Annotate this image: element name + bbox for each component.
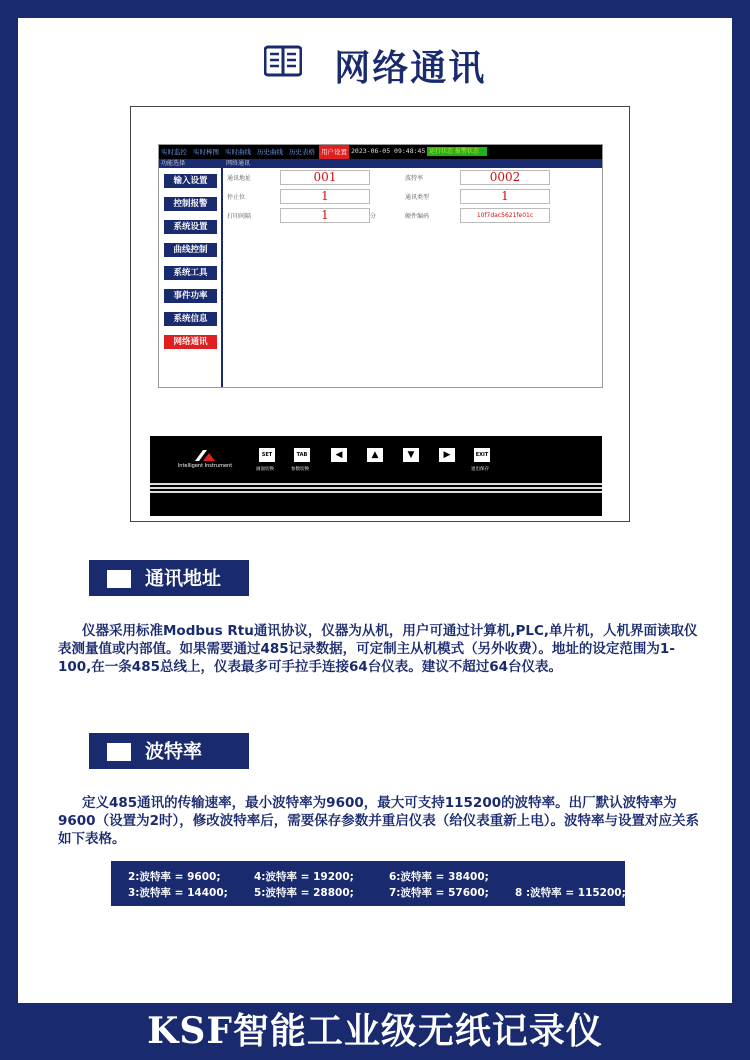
- logo-mark-icon: [195, 450, 215, 461]
- menu-network-comm[interactable]: 网络通讯: [164, 335, 217, 349]
- main-panel-header: 网络通讯: [223, 159, 603, 168]
- set-button-caption: 画面切换: [256, 467, 274, 472]
- baud-cell: 4:波特率 = 19200;: [254, 871, 354, 883]
- print-interval-label: 打印间隔: [227, 213, 252, 220]
- print-interval-unit: 分: [370, 213, 377, 220]
- up-arrow-button[interactable]: ▲: [367, 448, 383, 462]
- tab-button-caption: 参数切换: [291, 467, 309, 472]
- keypad-stripe: [150, 487, 602, 489]
- hw-code-label: 硬件编码: [405, 213, 430, 220]
- footer-title: KSF智能工业级无纸记录仪: [147, 1010, 603, 1052]
- baud-rate-table: [111, 861, 625, 906]
- print-interval-field[interactable]: 1: [280, 208, 370, 223]
- baud-cell: 5:波特率 = 28800;: [254, 887, 354, 899]
- menu-control-alarm[interactable]: 控制报警: [164, 197, 217, 211]
- screen-clock: 2023-06-05 09:48:45: [351, 147, 426, 155]
- baud-label: 波特率: [405, 175, 424, 182]
- tab-realtime-bar[interactable]: 实时棒图: [193, 148, 219, 156]
- baud-cell: 7:波特率 = 57600;: [389, 887, 489, 899]
- address-paragraph: 仪器采用标准Modbus Rtu通讯协议，仪器为从机，用户可通过计算机,PLC,单片机，人机界面读取仪表测量值或内部值。如果需要通过485记录数据，可定制主从机模式（另外收费）。地址的设定范围为1-100,在一条485总线上，仪表最多可手拉手连接64台仪表。建议不超过64台仪表。: [58, 623, 698, 675]
- set-button[interactable]: SET: [259, 448, 275, 462]
- tab-history-curve[interactable]: 历史曲线: [257, 148, 283, 156]
- section-heading-baud: 波特率: [89, 733, 249, 769]
- menu-event-power[interactable]: 事件功率: [164, 289, 217, 303]
- baud-cell: 2:波特率 = 9600;: [128, 871, 221, 883]
- page-header: [18, 40, 732, 91]
- menu-input-settings[interactable]: 输入设置: [164, 174, 217, 188]
- brand-logo: [172, 450, 238, 469]
- hw-code-field: 10f7dac5621fe01c: [460, 208, 550, 223]
- section-heading-address: 通讯地址: [89, 560, 249, 596]
- device-photo: [130, 106, 630, 522]
- tab-realtime-monitor[interactable]: 实时监控: [161, 148, 187, 156]
- tab-button[interactable]: TAB: [294, 448, 310, 462]
- function-menu: [159, 168, 223, 387]
- menu-system-info[interactable]: 系统信息: [164, 312, 217, 326]
- comm-type-label: 通讯类型: [405, 194, 430, 201]
- screen-tab-bar: [159, 145, 602, 159]
- page-title: 网络通讯: [334, 48, 487, 89]
- tab-user-settings[interactable]: 用户设置: [319, 145, 349, 159]
- side-panel-header: 功能选择: [159, 159, 223, 168]
- device-keypad: [150, 436, 602, 516]
- menu-curve-control[interactable]: 曲线控制: [164, 243, 217, 257]
- down-arrow-button[interactable]: ▼: [403, 448, 419, 462]
- baud-field[interactable]: 0002: [460, 170, 550, 185]
- page-sheet: [18, 18, 732, 1003]
- addr-label: 通讯地址: [227, 175, 252, 182]
- keypad-stripe: [150, 483, 602, 485]
- menu-system-settings[interactable]: 系统设置: [164, 220, 217, 234]
- comm-type-field[interactable]: 1: [460, 189, 550, 204]
- status-badge: 运行状态 报警状态: [427, 147, 487, 156]
- device-screen: [158, 144, 603, 388]
- stop-bit-label: 停止位: [227, 194, 246, 201]
- right-arrow-button[interactable]: ▶: [439, 448, 455, 462]
- stop-bit-field[interactable]: 1: [280, 189, 370, 204]
- exit-button[interactable]: EXIT: [474, 448, 490, 462]
- keypad-stripe: [150, 491, 602, 493]
- left-arrow-button[interactable]: ◀: [331, 448, 347, 462]
- addr-field[interactable]: 001: [280, 170, 370, 185]
- logo-text: Intelligent Instrument: [177, 463, 233, 469]
- baud-paragraph: 定义485通讯的传输速率，最小波特率为9600，最大可支持115200的波特率。出厂默认波特率为9600（设置为2时），修改波特率后，需要保存参数并重启仪表（给仪表重新上电）。波特率与设置对应关系如下表格。: [58, 795, 699, 847]
- menu-system-tools[interactable]: 系统工具: [164, 266, 217, 280]
- exit-button-caption: 退出保存: [471, 467, 489, 472]
- baud-cell: 6:波特率 = 38400;: [389, 871, 489, 883]
- book-icon: [264, 44, 302, 87]
- baud-cell: 8 :波特率 = 115200;: [515, 887, 626, 899]
- tab-realtime-curve[interactable]: 实时曲线: [225, 148, 251, 156]
- square-icon: [107, 570, 131, 588]
- square-icon: [107, 743, 131, 761]
- baud-cell: 3:波特率 = 14400;: [128, 887, 228, 899]
- tab-history-table[interactable]: 历史表格: [289, 148, 315, 156]
- network-settings-form: [223, 168, 602, 387]
